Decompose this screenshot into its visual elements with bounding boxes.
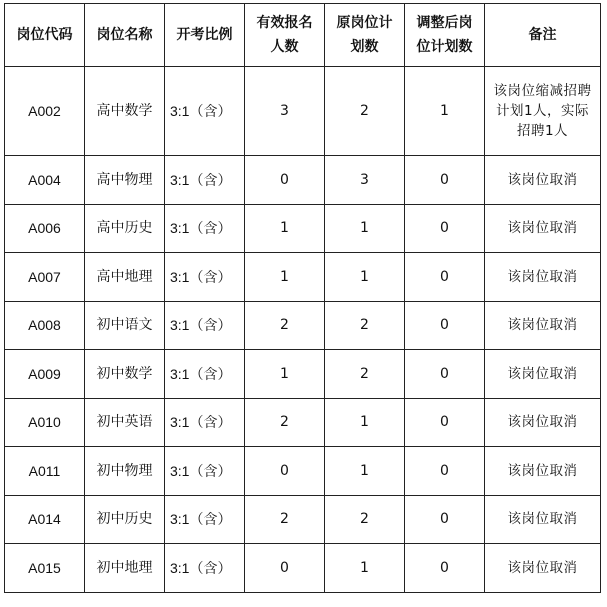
cell-original: 2 xyxy=(325,350,405,399)
cell-note: 该岗位取消 xyxy=(485,544,601,593)
cell-original: 1 xyxy=(325,253,405,302)
cell-original: 2 xyxy=(325,301,405,350)
cell-applicants: 1 xyxy=(245,253,325,302)
header-original xyxy=(325,4,405,67)
cell-original: 3 xyxy=(325,156,405,205)
header-applicants-line2: 人数 xyxy=(270,39,299,55)
cell-code: A010 xyxy=(5,398,85,447)
header-ratio: 开考比例 xyxy=(165,4,245,67)
header-applicants-line1: 有效报名 xyxy=(256,15,313,31)
cell-adjusted: 1 xyxy=(405,67,485,156)
cell-code: A015 xyxy=(5,544,85,593)
cell-original: 1 xyxy=(325,544,405,593)
cell-ratio: 3:1（含） xyxy=(165,67,245,156)
cell-name: 高中物理 xyxy=(85,156,165,205)
note-line1: 该岗位缩减招聘 xyxy=(493,83,592,99)
cell-ratio: 3:1（含） xyxy=(165,495,245,544)
table-row xyxy=(5,495,601,544)
cell-ratio: 3:1（含） xyxy=(165,253,245,302)
cell-ratio: 3:1（含） xyxy=(165,204,245,253)
cell-original: 2 xyxy=(325,67,405,156)
cell-adjusted: 0 xyxy=(405,398,485,447)
cell-note: 该岗位取消 xyxy=(485,447,601,496)
cell-note: 该岗位取消 xyxy=(485,204,601,253)
cell-applicants: 1 xyxy=(245,350,325,399)
cell-code: A009 xyxy=(5,350,85,399)
note-line2: 计划1人，实际 xyxy=(495,103,590,119)
cell-adjusted: 0 xyxy=(405,447,485,496)
table-row xyxy=(5,398,601,447)
cell-adjusted: 0 xyxy=(405,544,485,593)
cell-applicants: 0 xyxy=(245,447,325,496)
header-adjusted-line2: 位计划数 xyxy=(416,39,473,55)
cell-ratio: 3:1（含） xyxy=(165,398,245,447)
cell-original: 1 xyxy=(325,204,405,253)
table-row xyxy=(5,253,601,302)
table-row xyxy=(5,544,601,593)
table-row xyxy=(5,301,601,350)
header-adjusted-line1: 调整后岗 xyxy=(416,15,473,31)
cell-adjusted: 0 xyxy=(405,156,485,205)
cell-applicants: 2 xyxy=(245,495,325,544)
note-line3: 招聘1人 xyxy=(516,123,569,139)
table-row xyxy=(5,350,601,399)
cell-applicants: 2 xyxy=(245,398,325,447)
header-row xyxy=(5,4,601,67)
cell-adjusted: 0 xyxy=(405,495,485,544)
cell-ratio: 3:1（含） xyxy=(165,301,245,350)
positions-table xyxy=(4,3,601,593)
cell-code: A011 xyxy=(5,447,85,496)
cell-ratio: 3:1（含） xyxy=(165,447,245,496)
cell-code: A008 xyxy=(5,301,85,350)
header-code: 岗位代码 xyxy=(5,4,85,67)
cell-name: 高中数学 xyxy=(85,67,165,156)
cell-note: 该岗位取消 xyxy=(485,398,601,447)
cell-applicants: 0 xyxy=(245,544,325,593)
cell-note: 该岗位取消 xyxy=(485,156,601,205)
cell-note: 该岗位取消 xyxy=(485,253,601,302)
cell-name: 高中历史 xyxy=(85,204,165,253)
cell-adjusted: 0 xyxy=(405,350,485,399)
header-applicants xyxy=(245,4,325,67)
table-row xyxy=(5,156,601,205)
cell-note: 该岗位取消 xyxy=(485,350,601,399)
cell-original: 2 xyxy=(325,495,405,544)
table-row xyxy=(5,447,601,496)
cell-applicants: 3 xyxy=(245,67,325,156)
cell-code: A002 xyxy=(5,67,85,156)
table-row xyxy=(5,67,601,156)
cell-applicants: 0 xyxy=(245,156,325,205)
header-name: 岗位名称 xyxy=(85,4,165,67)
cell-name: 初中语文 xyxy=(85,301,165,350)
cell-code: A014 xyxy=(5,495,85,544)
cell-applicants: 2 xyxy=(245,301,325,350)
cell-name: 初中数学 xyxy=(85,350,165,399)
cell-note: 该岗位取消 xyxy=(485,301,601,350)
header-original-line1: 原岗位计 xyxy=(336,15,393,31)
header-original-line2: 划数 xyxy=(350,39,379,55)
cell-ratio: 3:1（含） xyxy=(165,156,245,205)
cell-code: A006 xyxy=(5,204,85,253)
table-row xyxy=(5,204,601,253)
header-adjusted xyxy=(405,4,485,67)
cell-ratio: 3:1（含） xyxy=(165,544,245,593)
cell-note: 该岗位取消 xyxy=(485,495,601,544)
cell-adjusted: 0 xyxy=(405,204,485,253)
cell-original: 1 xyxy=(325,398,405,447)
cell-code: A007 xyxy=(5,253,85,302)
cell-code: A004 xyxy=(5,156,85,205)
cell-adjusted: 0 xyxy=(405,301,485,350)
cell-original: 1 xyxy=(325,447,405,496)
cell-name: 初中物理 xyxy=(85,447,165,496)
cell-name: 初中历史 xyxy=(85,495,165,544)
cell-name: 初中地理 xyxy=(85,544,165,593)
cell-applicants: 1 xyxy=(245,204,325,253)
cell-ratio: 3:1（含） xyxy=(165,350,245,399)
header-note: 备注 xyxy=(485,4,601,67)
cell-name: 高中地理 xyxy=(85,253,165,302)
cell-adjusted: 0 xyxy=(405,253,485,302)
cell-name: 初中英语 xyxy=(85,398,165,447)
cell-note xyxy=(485,67,601,156)
